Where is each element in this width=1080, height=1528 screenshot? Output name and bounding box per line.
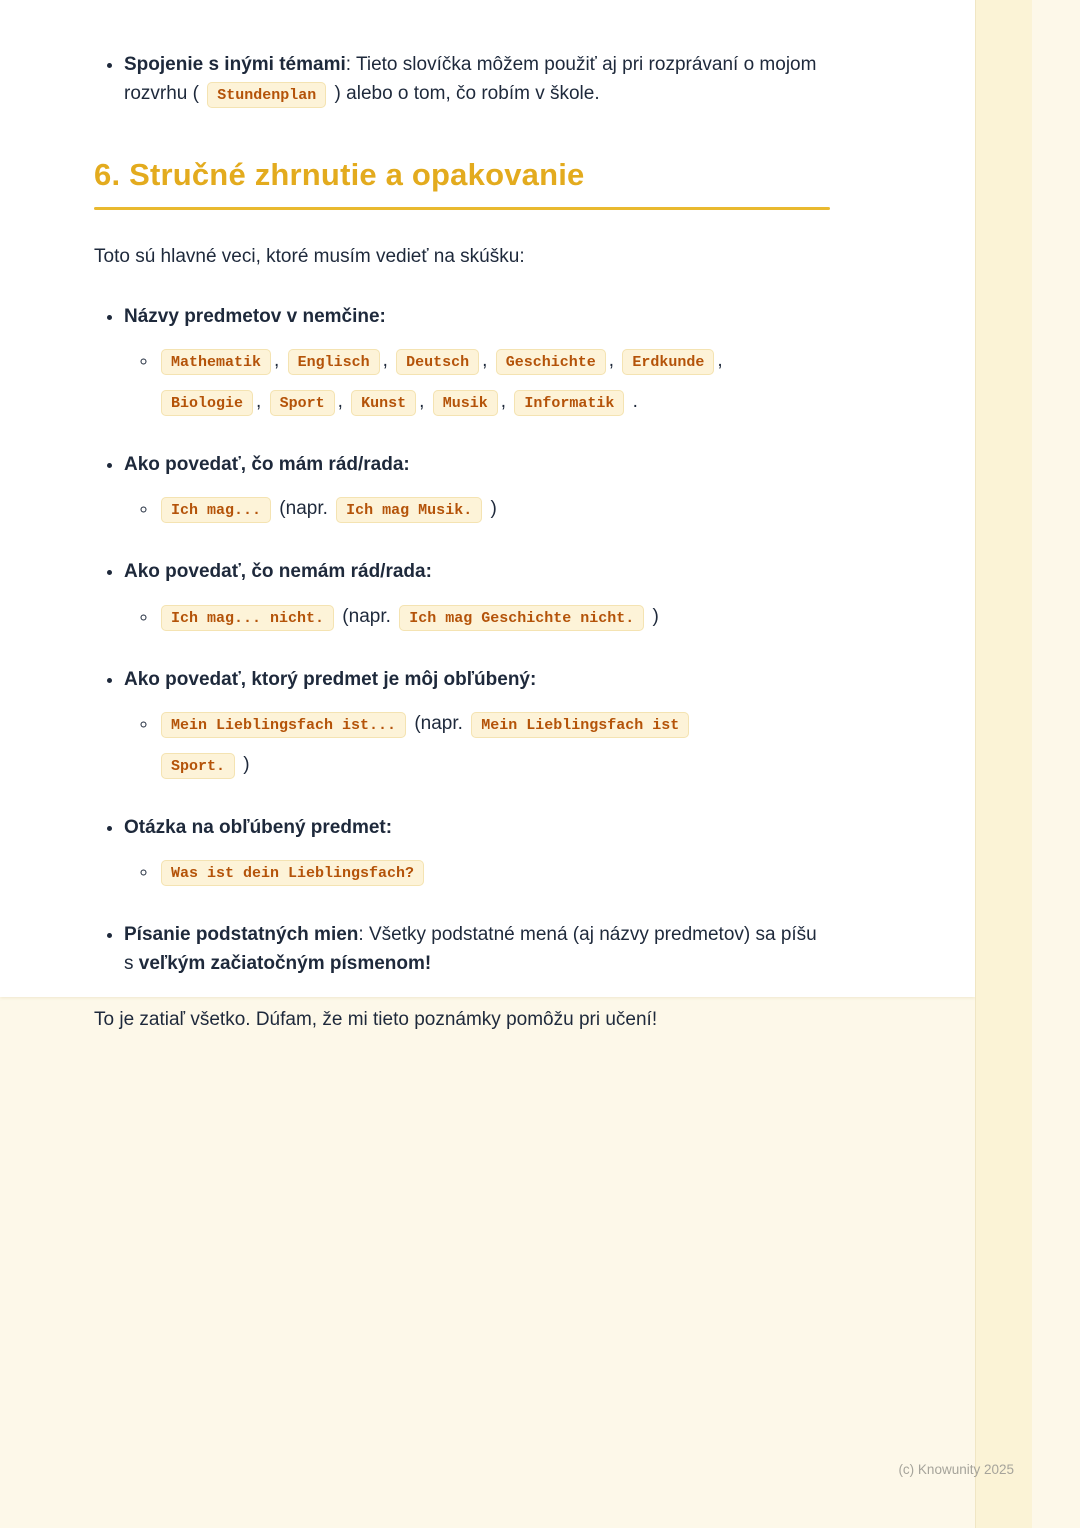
- text-run: ): [485, 498, 497, 520]
- list-item: [124, 302, 830, 423]
- code-chip: Musik: [433, 390, 498, 416]
- bold-text: Ako povedať, ktorý predmet je môj obľúbený:: [124, 668, 537, 690]
- text-run: .: [627, 391, 638, 413]
- bold-text: Ako povedať, čo nemám rád/rada:: [124, 561, 432, 583]
- text-run: ,: [500, 391, 512, 413]
- text-run: ,: [482, 350, 493, 372]
- text-run: ): [238, 753, 250, 775]
- code-chip: Deutsch: [396, 349, 479, 375]
- code-chip: Englisch: [288, 349, 380, 375]
- page-margin-strip: [975, 0, 1032, 1528]
- bold-text: veľkým začiatočným písmenom!: [138, 953, 432, 975]
- text-run: (napr.: [337, 605, 397, 627]
- sub-list-item: [158, 704, 830, 786]
- bold-text: Názvy predmetov v nemčine:: [124, 305, 386, 327]
- bold-text: Spojenie s inými témami: [124, 54, 346, 75]
- sub-list: [124, 341, 830, 423]
- code-chip: Stundenplan: [207, 82, 326, 108]
- text-run: : Všetky podstatné mená (aj názvy predmetov) sa píšu s: [124, 923, 817, 975]
- code-chip: Sport: [270, 390, 335, 416]
- top-list: [94, 50, 830, 109]
- bold-text: Otázka na obľúbený predmet:: [124, 816, 393, 838]
- list-item: [124, 813, 830, 893]
- text-run: ,: [382, 350, 394, 372]
- code-chip: Ich mag Geschichte nicht.: [399, 605, 644, 631]
- heading-underline: [94, 207, 830, 210]
- text-run: ) alebo o tom, čo robím v škole.: [329, 83, 600, 105]
- code-chip: Informatik: [514, 390, 624, 416]
- list-item: [124, 50, 830, 109]
- code-chip: Biologie: [161, 390, 253, 416]
- code-chip: Kunst: [351, 390, 416, 416]
- code-chip: Was ist dein Lieblingsfach?: [161, 860, 424, 886]
- sub-list-item: [158, 597, 830, 638]
- text-run: ,: [717, 350, 723, 372]
- text-run: ,: [337, 391, 349, 413]
- text-run: ,: [256, 391, 267, 413]
- code-chip: Mein Lieblingsfach ist: [471, 712, 689, 738]
- text-run: : Tieto slovíčka môžem použiť aj pri rozprávaní o mojom rozvrhu (: [124, 54, 817, 105]
- code-chip: Ich mag...: [161, 497, 271, 523]
- list-item: [124, 665, 830, 786]
- code-chip: Ich mag... nicht.: [161, 605, 334, 631]
- code-chip: Erdkunde: [622, 349, 714, 375]
- code-chip: Mathematik: [161, 349, 271, 375]
- sub-list-item: [158, 852, 830, 893]
- text-run: ,: [274, 350, 285, 372]
- code-chip: Ich mag Musik.: [336, 497, 482, 523]
- text-run: ,: [608, 350, 620, 372]
- sub-list: [124, 704, 830, 786]
- text-run: (napr.: [409, 713, 469, 734]
- code-chip: Sport.: [161, 753, 235, 779]
- sub-list: [124, 597, 830, 638]
- copyright-note: (c) Knowunity 2025: [898, 1462, 1014, 1477]
- summary-list: [94, 302, 830, 979]
- section-heading: 6. Stručné zhrnutie a opakovanie: [94, 156, 585, 192]
- text-run: (napr.: [274, 498, 334, 520]
- list-item: [124, 920, 830, 979]
- list-item: [124, 557, 830, 637]
- intro-paragraph: Toto sú hlavné veci, ktoré musím vedieť na skúšku:: [94, 245, 525, 267]
- sub-list: [124, 852, 830, 893]
- text-run: ): [647, 605, 659, 627]
- code-chip: Mein Lieblingsfach ist...: [161, 712, 406, 738]
- sub-list-item: [158, 489, 830, 530]
- code-chip: Geschichte: [496, 349, 606, 375]
- outro-paragraph: To je zatiaľ všetko. Dúfam, že mi tieto poznámky pomôžu pri učení!: [94, 1008, 658, 1030]
- list-item: [124, 450, 830, 530]
- bold-text: Písanie podstatných mien: [124, 923, 359, 945]
- sub-list: [124, 489, 830, 530]
- text-run: ,: [419, 391, 430, 413]
- sub-list-item: [158, 341, 830, 423]
- bold-text: Ako povedať, čo mám rád/rada:: [124, 454, 410, 475]
